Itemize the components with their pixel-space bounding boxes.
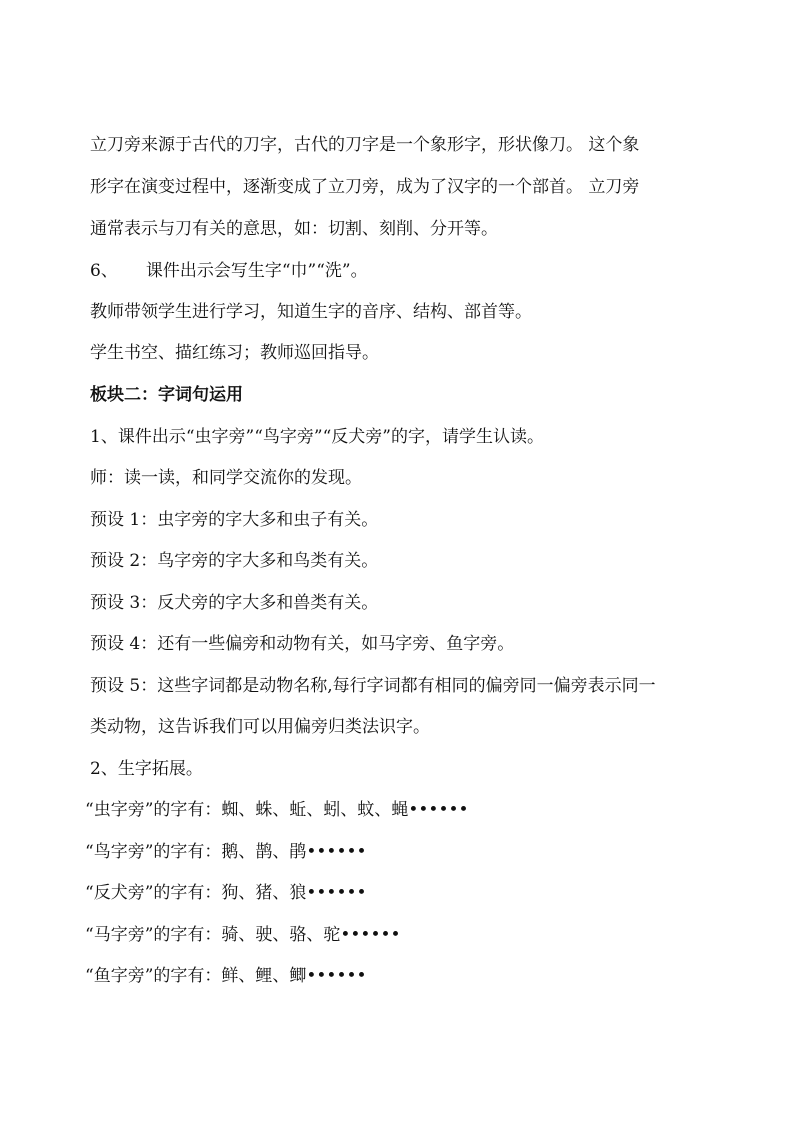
list-item-text: 课件出示会写生字“巾”“洗”。 — [145, 261, 368, 281]
preset-line: 预设 4：还有一些偏旁和动物有关，如马字旁、鱼字旁。 — [90, 634, 515, 654]
preset-line: 预设 3：反犬旁的字大多和兽类有关。 — [90, 593, 379, 613]
paragraph-line: 类动物，这告诉我们可以用偏旁归类法识字。 — [90, 717, 430, 737]
radical-list-line: “虫字旁”的字有：蜘、蛛、蚯、蚓、蚊、蝇•••••• — [85, 800, 469, 820]
paragraph-line: 学生书空、描红练习；教师巡回指导。 — [90, 343, 379, 363]
radical-list-line: “反犬旁”的字有：狗、猪、狼•••••• — [85, 883, 367, 903]
list-item: 1、课件出示“虫字旁”“鸟字旁”“反犬旁”的字，请学生认读。 — [90, 427, 544, 447]
list-number: 6、 — [90, 261, 118, 281]
radical-list-line: “马字旁”的字有：骑、驶、骆、驼•••••• — [85, 925, 401, 945]
section-heading: 板块二：字词句运用 — [90, 385, 243, 405]
paragraph-line: 形字在演变过程中，逐渐变成了立刀旁，成为了汉字的一个部首。 立刀旁 — [90, 177, 640, 197]
paragraph-line: 通常表示与刀有关的意思，如：切割、刻削、分开等。 — [90, 219, 498, 239]
list-item-6 — [90, 259, 368, 283]
paragraph-line: 立刀旁来源于古代的刀字，古代的刀字是一个象形字，形状像刀。 这个象 — [90, 135, 640, 155]
preset-line: 预设 2：鸟字旁的字大多和鸟类有关。 — [90, 551, 379, 571]
list-item: 2、生字拓展。 — [90, 759, 203, 779]
paragraph-line: 师：读一读，和同学交流你的发现。 — [90, 468, 362, 488]
preset-line: 预设 1：虫字旁的字大多和虫子有关。 — [90, 510, 379, 530]
radical-list-line: “鸟字旁”的字有：鹅、鹊、鹃•••••• — [85, 842, 367, 862]
preset-line: 预设 5：这些字词都是动物名称,每行字词都有相同的偏旁同一偏旁表示同一 — [90, 676, 656, 696]
radical-list-line: “鱼字旁”的字有：鲜、鲤、鲫•••••• — [85, 966, 367, 986]
paragraph-line: 教师带领学生进行学习，知道生字的音序、结构、部首等。 — [90, 302, 532, 322]
